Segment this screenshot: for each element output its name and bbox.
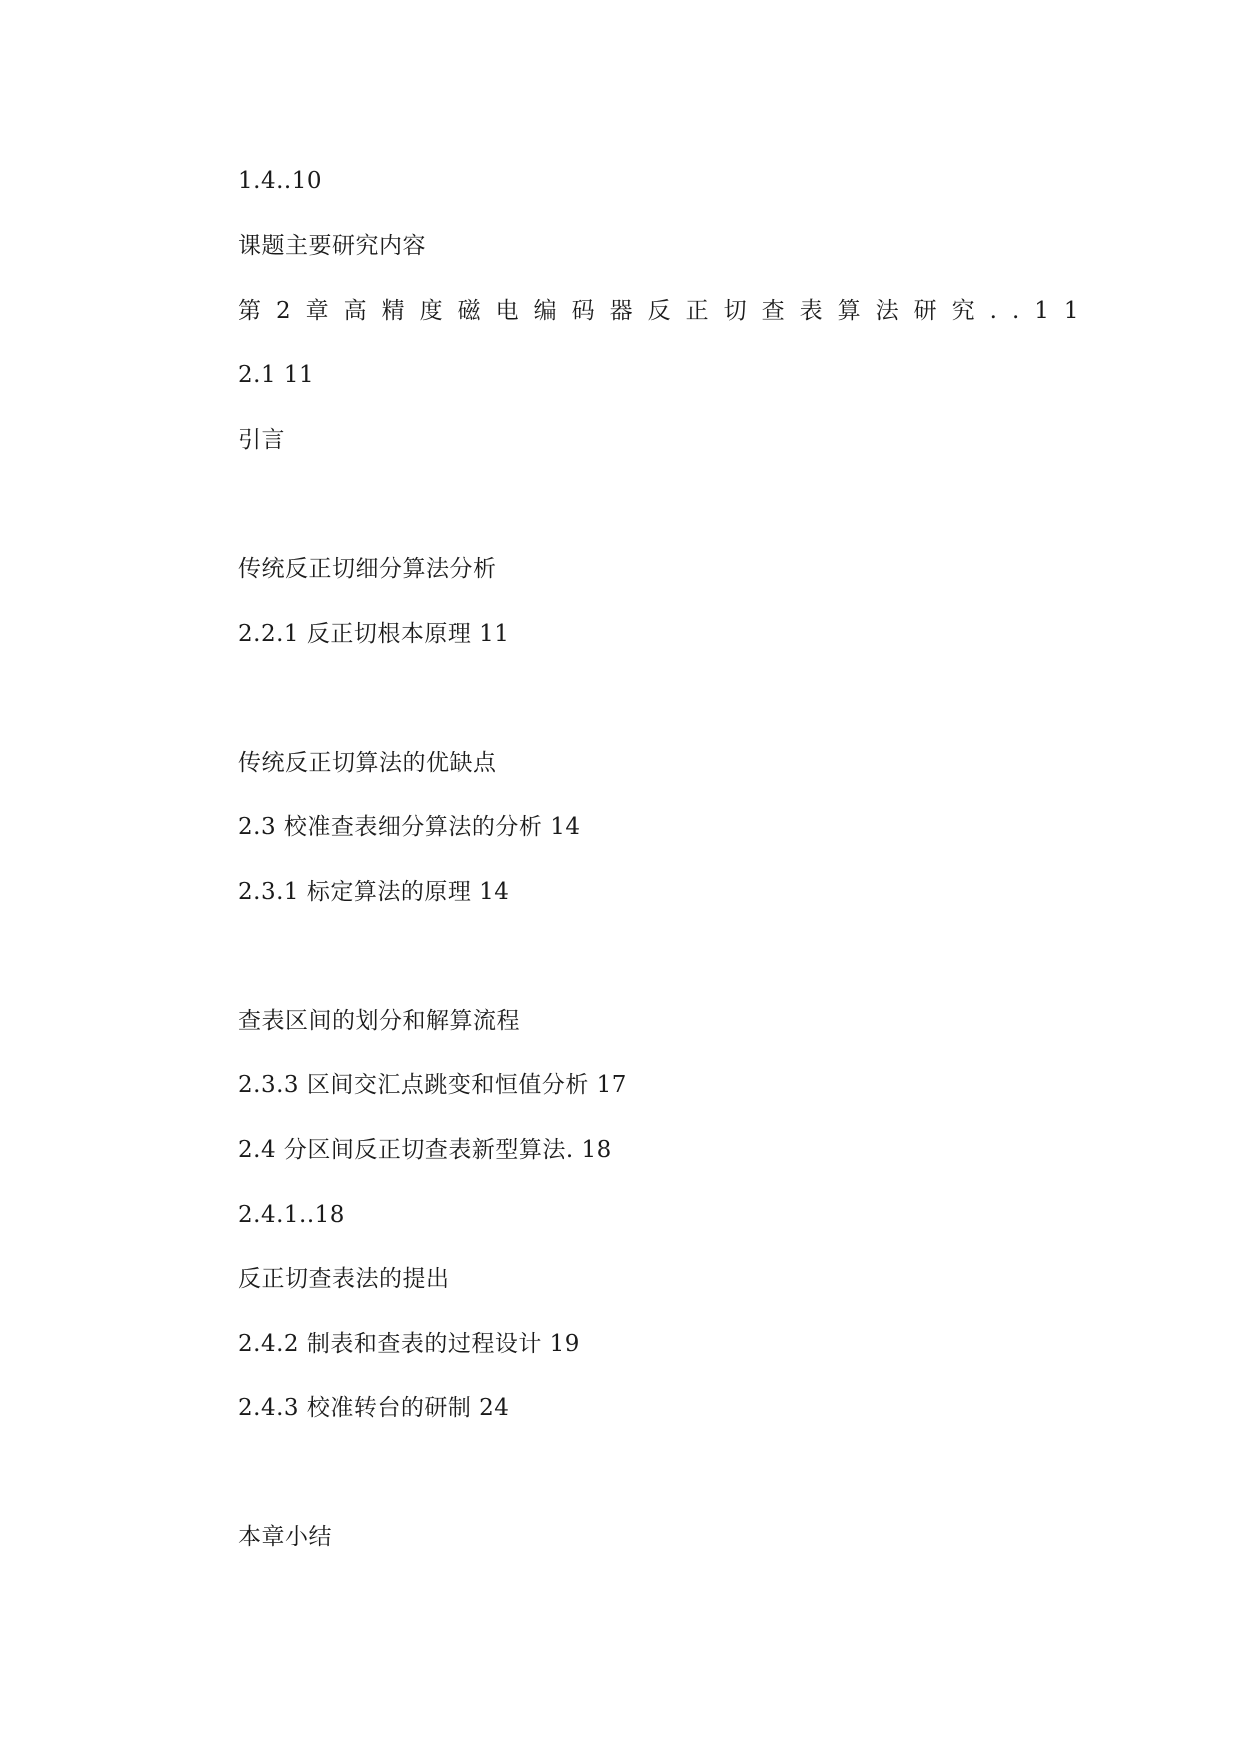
toc-entry: 课题主要研究内容 <box>238 233 426 259</box>
toc-entry: 2.4.3 校准转台的研制 24 <box>238 1395 510 1421</box>
toc-entry: 2.4 分区间反正切查表新型算法. 18 <box>238 1137 612 1163</box>
toc-entry: 2.2.1 反正切根本原理 11 <box>238 621 510 647</box>
toc-entry: 反正切查表法的提出 <box>238 1266 450 1292</box>
toc-entry: 2.4.2 制表和查表的过程设计 19 <box>238 1331 580 1357</box>
toc-entry: 查表区间的划分和解算流程 <box>238 1008 520 1034</box>
toc-entry: 2.3.3 区间交汇点跳变和恒值分析 17 <box>238 1072 627 1098</box>
toc-entry: 本章小结 <box>238 1524 332 1550</box>
toc-entry: 2.1 11 <box>238 362 315 388</box>
toc-entry: 传统反正切算法的优缺点 <box>238 750 497 776</box>
toc-entry: 引言 <box>238 427 285 453</box>
toc-entry: 2.3.1 标定算法的原理 14 <box>238 879 510 905</box>
toc-entry: 第2章高精度磁电编码器反正切查表算法研究..11 <box>238 298 1094 324</box>
toc-entry: 传统反正切细分算法分析 <box>238 556 497 582</box>
toc-entry: 1.4..10 <box>238 168 322 194</box>
toc-entry: 2.3 校准查表细分算法的分析 14 <box>238 814 581 840</box>
toc-entry: 2.4.1..18 <box>238 1202 345 1228</box>
